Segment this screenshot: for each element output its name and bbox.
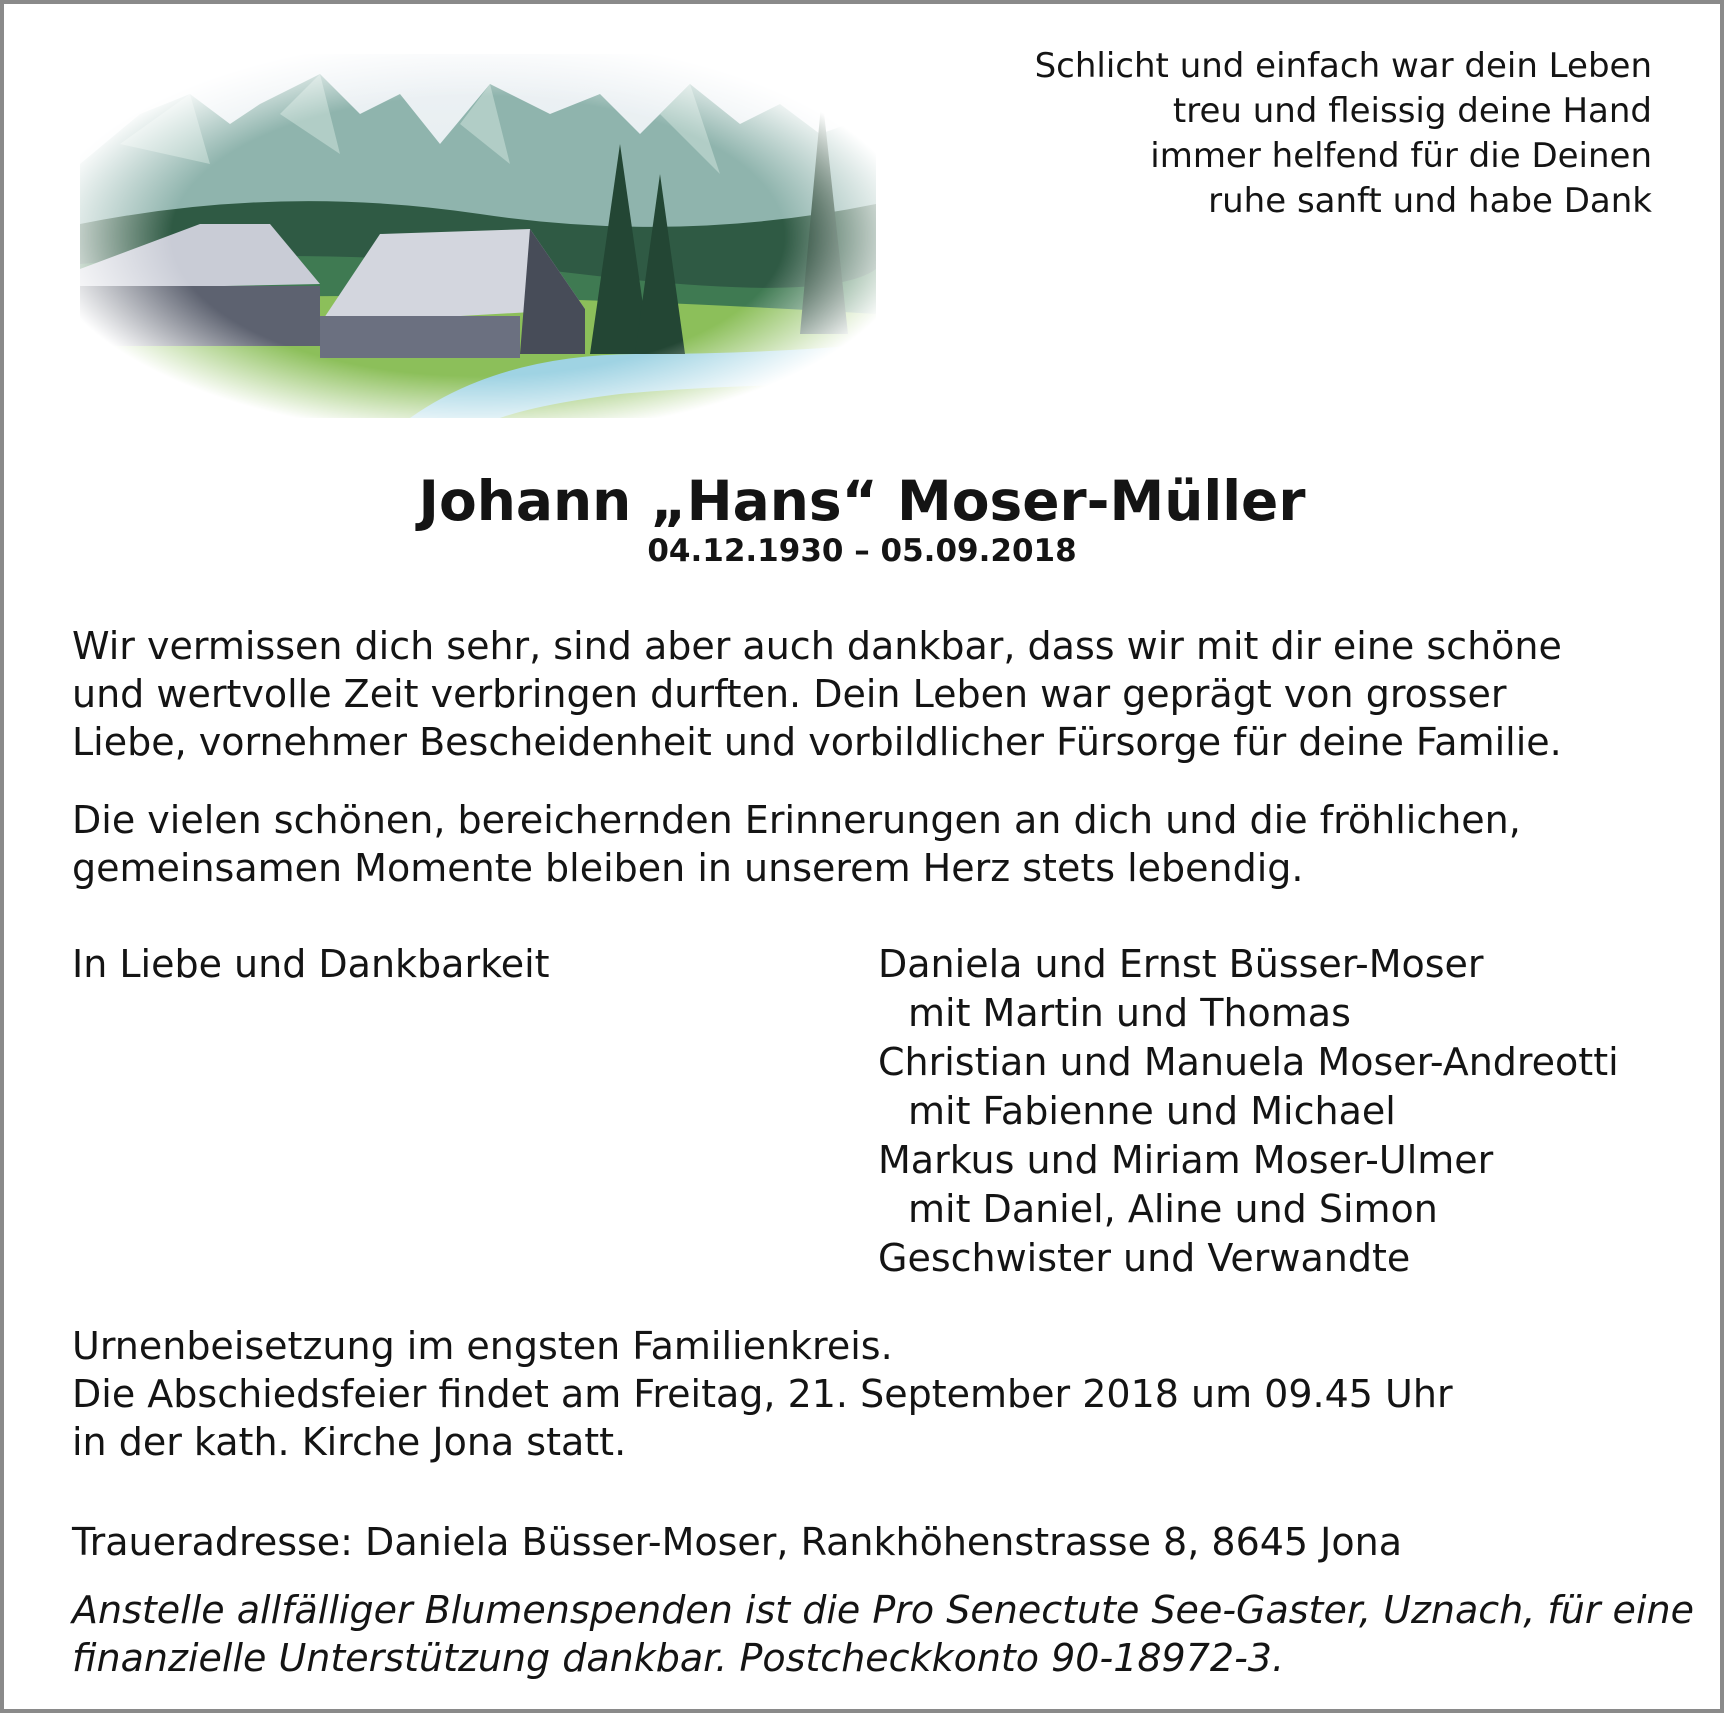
family-list	[878, 940, 1619, 1283]
poem-line: ruhe sanft und habe Dank	[1208, 181, 1652, 221]
family-member: Daniela und Ernst Büsser-Moser	[878, 942, 1484, 986]
family-member: Markus und Miriam Moser-Ulmer	[878, 1138, 1494, 1182]
family-children: mit Martin und Thomas	[908, 991, 1351, 1035]
text-line: Die Abschiedsfeier findet am Freitag, 21. September 2018 um 09.45 Uhr	[72, 1372, 1453, 1416]
poem-line: treu und fleissig deine Hand	[1172, 91, 1652, 131]
poem-line: Schlicht und einfach war dein Leben	[1034, 46, 1652, 86]
family-member: Geschwister und Verwandte	[878, 1236, 1411, 1280]
text-line: Anstelle allfälliger Blumenspenden ist die Pro Senectute See-Gaster, Uznach, für eine	[72, 1588, 1694, 1632]
text-line: gemeinsamen Momente bleiben in unserem Herz stets lebendig.	[72, 846, 1304, 890]
text-line: Urnenbeisetzung im engsten Familienkreis.	[72, 1324, 893, 1368]
donation-note	[72, 1586, 1694, 1682]
text-line: Wir vermissen dich sehr, sind aber auch dankbar, dass wir mit dir eine schöne	[72, 624, 1562, 668]
text-line: in der kath. Kirche Jona statt.	[72, 1420, 627, 1464]
family-member: Christian und Manuela Moser-Andreotti	[878, 1040, 1619, 1084]
closing-phrase: In Liebe und Dankbarkeit	[72, 942, 550, 986]
life-dates: 04.12.1930 – 05.09.2018	[647, 533, 1077, 569]
message-paragraph-2	[72, 796, 1662, 892]
ceremony-info	[72, 1322, 1662, 1466]
text-line: Traueradresse: Daniela Büsser-Moser, Rankhöhenstrasse 8, 8645 Jona	[72, 1520, 1402, 1564]
message-paragraph-1	[72, 622, 1662, 766]
family-children: mit Daniel, Aline und Simon	[908, 1187, 1438, 1231]
alpine-hut-painting	[80, 54, 876, 418]
text-line: Die vielen schönen, bereichernden Erinnerungen an dich und die fröhlichen,	[72, 798, 1521, 842]
deceased-name: Johann „Hans“ Moser-Müller	[418, 469, 1306, 533]
mourning-address	[72, 1518, 1662, 1566]
memorial-poem	[1035, 44, 1652, 224]
text-line: finanzielle Unterstützung dankbar. Postcheckkonto 90-18972-3.	[72, 1636, 1285, 1680]
poem-line: immer helfend für die Deinen	[1150, 136, 1652, 176]
text-line: Liebe, vornehmer Bescheidenheit und vorbildlicher Fürsorge für deine Familie.	[72, 720, 1562, 764]
family-children: mit Fabienne und Michael	[908, 1089, 1396, 1133]
text-line: und wertvolle Zeit verbringen durften. Dein Leben war geprägt von grosser	[72, 672, 1507, 716]
